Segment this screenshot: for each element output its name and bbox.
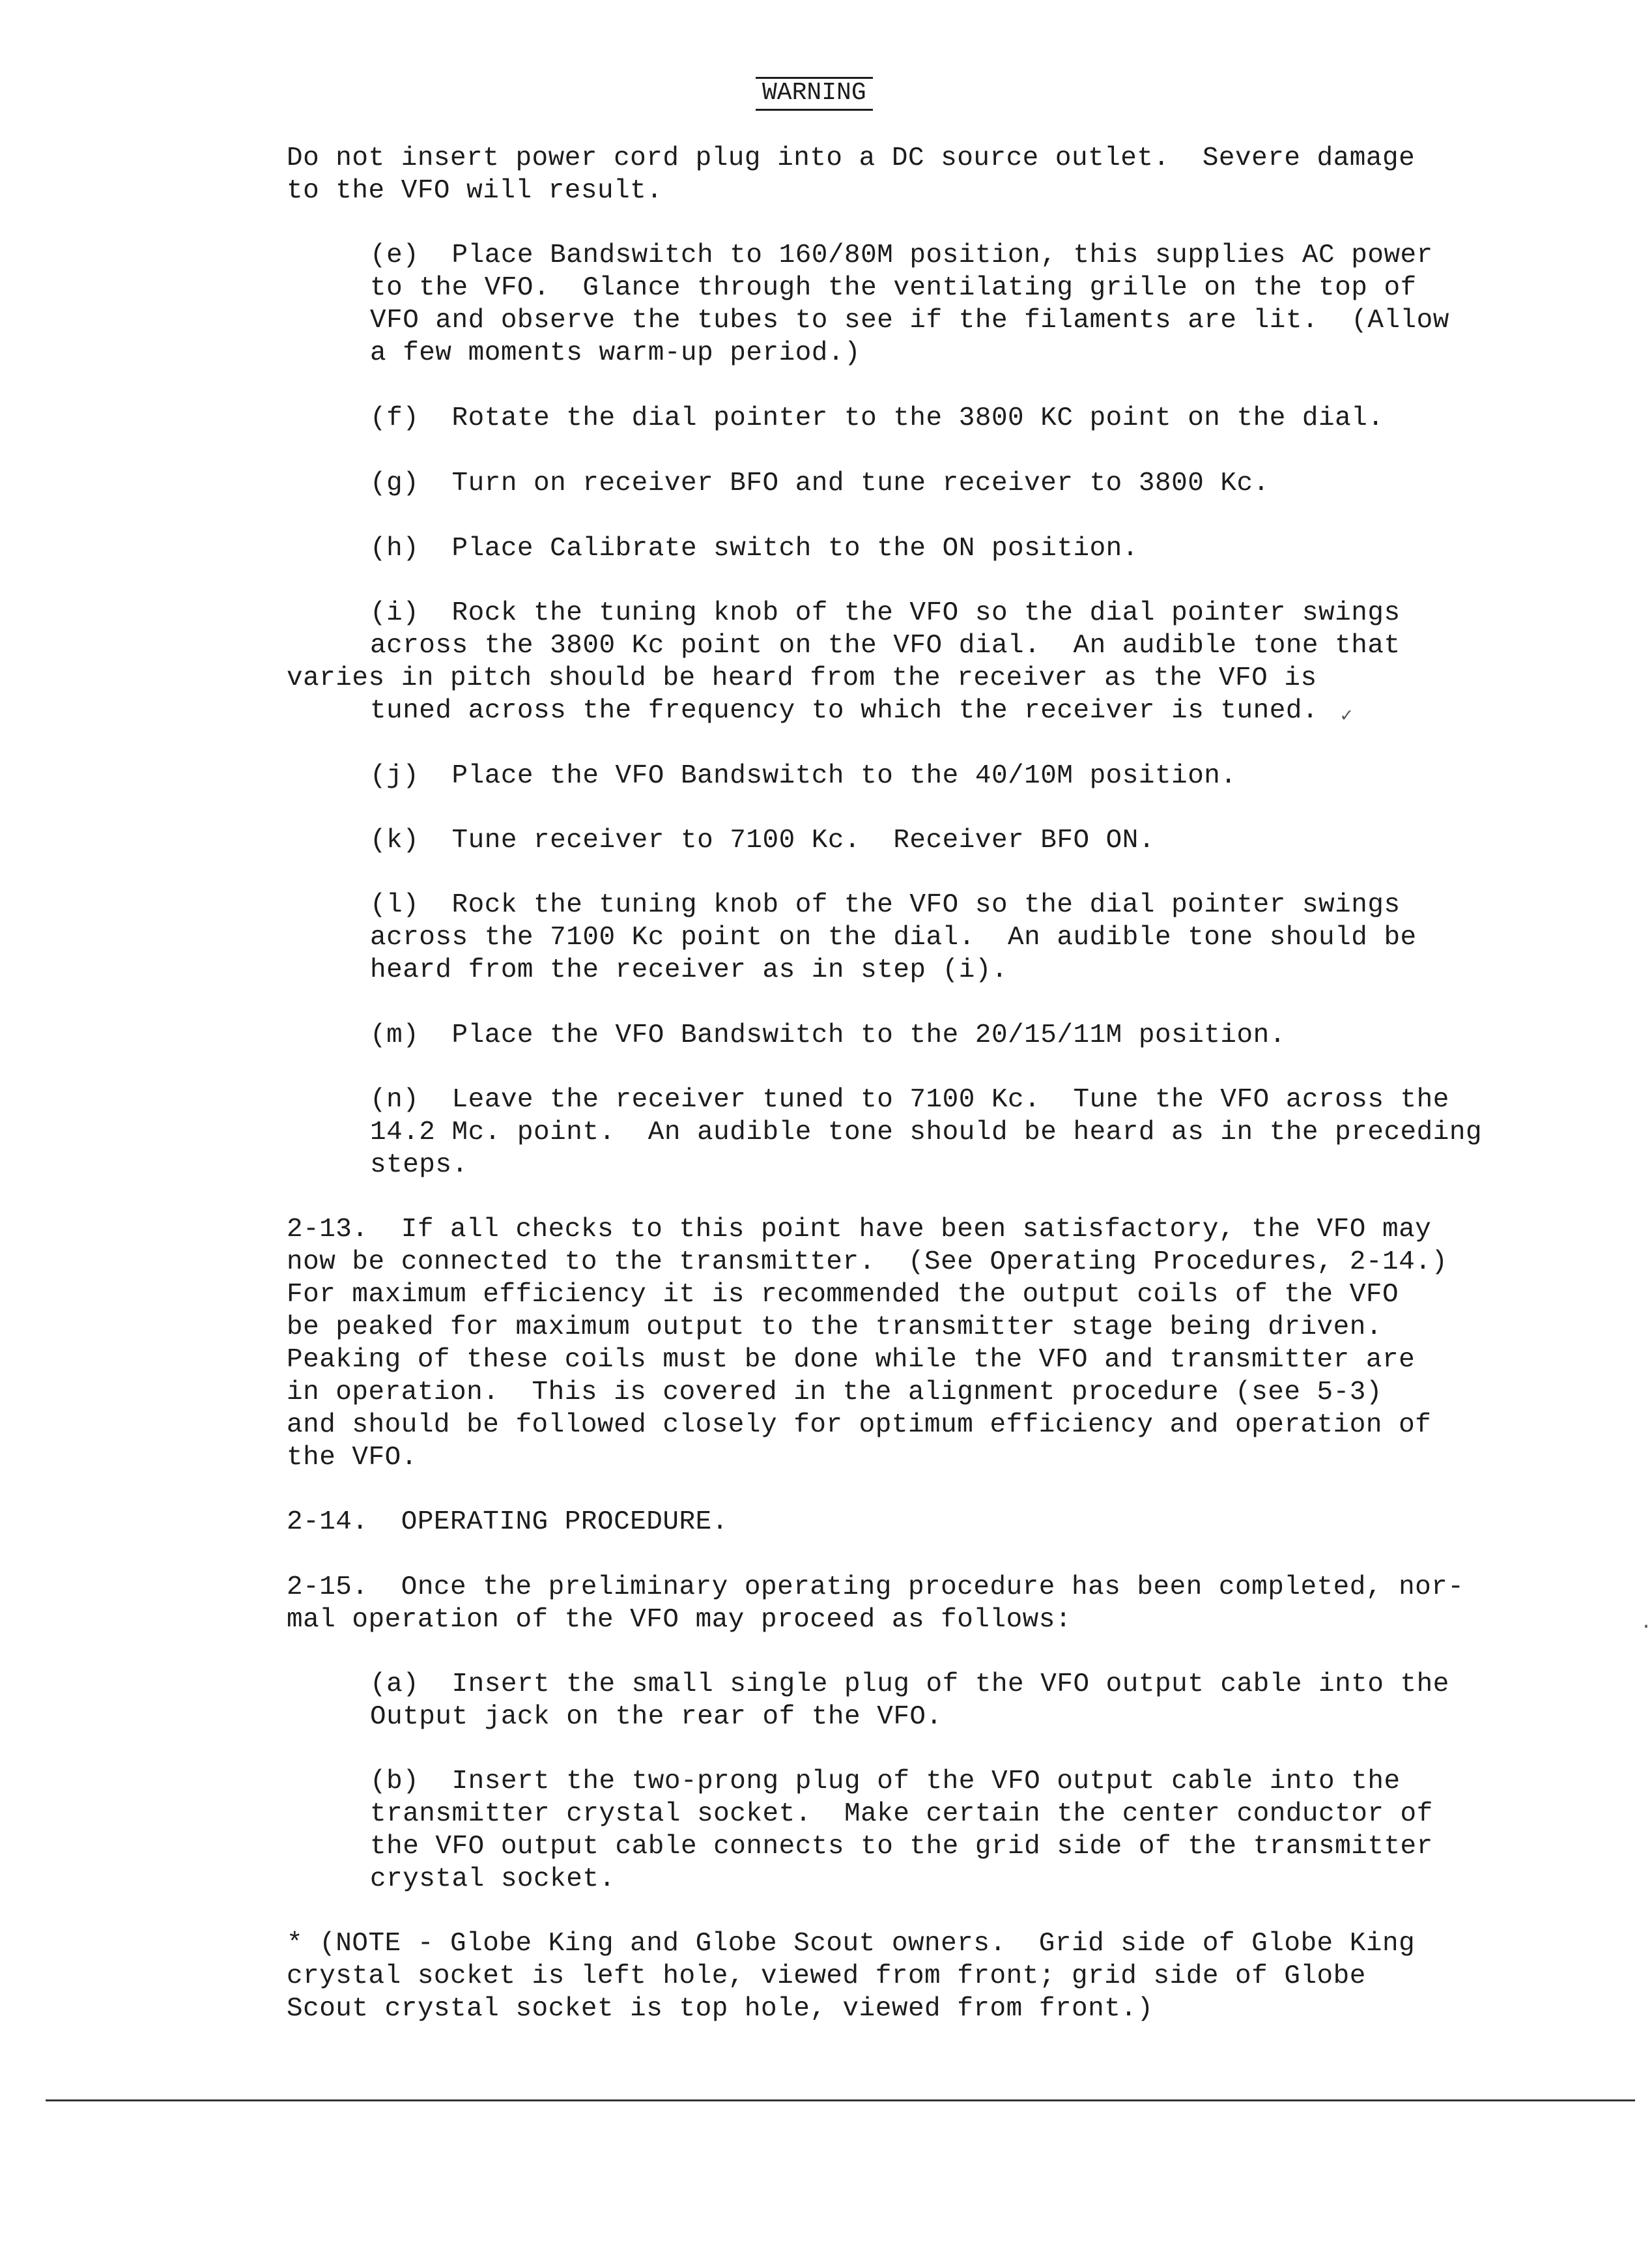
procedure-b-line: (b) Insert the two-prong plug of the VFO output cable into the: [370, 1766, 1401, 1796]
para-2-13-line: Peaking of these coils must be done while the VFO and transmitter are: [287, 1345, 1416, 1375]
section-heading-2-14: 2-14. OPERATING PROCEDURE.: [287, 1507, 728, 1537]
procedure-a-line: Output jack on the rear of the VFO.: [370, 1702, 943, 1732]
para-2-15-line: mal operation of the VFO may proceed as follows:: [287, 1605, 1072, 1635]
step-l-line: across the 7100 Kc point on the dial. An audible tone should be: [370, 923, 1417, 953]
step-g-line: (g) Turn on receiver BFO and tune receiver to 3800 Kc.: [370, 468, 1270, 498]
step-h-line: (h) Place Calibrate switch to the ON position.: [370, 534, 1139, 564]
step-e-line: to the VFO. Glance through the ventilating grille on the top of: [370, 273, 1417, 303]
para-2-13-line: now be connected to the transmitter. (See Operating Procedures, 2-14.): [287, 1247, 1448, 1277]
step-j-line: (j) Place the VFO Bandswitch to the 40/10M position.: [370, 761, 1237, 791]
note-line: crystal socket is left hole, viewed from front; grid side of Globe: [287, 1961, 1366, 1991]
step-f-line: (f) Rotate the dial pointer to the 3800 KC point on the dial.: [370, 403, 1384, 433]
step-i-line: varies in pitch should be heard from the receiver as the VFO is: [287, 663, 1317, 693]
scan-speck-icon: ·: [1640, 1616, 1652, 1638]
step-l-line: (l) Rock the tuning knob of the VFO so the dial pointer swings: [370, 890, 1401, 920]
para-2-13-line: For maximum efficiency it is recommended the output coils of the VFO: [287, 1280, 1399, 1310]
note-line: Scout crystal socket is top hole, viewed from front.): [287, 1994, 1154, 2024]
step-i-line: (i) Rock the tuning knob of the VFO so the dial pointer swings: [370, 598, 1401, 628]
checkmark-icon: ✓: [1341, 706, 1353, 728]
step-n-line: 14.2 Mc. point. An audible tone should be heard as in the preceding: [370, 1117, 1483, 1147]
procedure-a-line: (a) Insert the small single plug of the VFO output cable into the: [370, 1669, 1449, 1699]
step-n-line: steps.: [370, 1150, 468, 1180]
procedure-b-line: crystal socket.: [370, 1864, 616, 1894]
warning-text-line: Do not insert power cord plug into a DC source outlet. Severe damage: [287, 143, 1416, 173]
footer-rule: [46, 2099, 1635, 2101]
procedure-b-line: the VFO output cable connects to the grid side of the transmitter: [370, 1832, 1433, 1862]
warning-heading: WARNING: [756, 77, 873, 111]
step-e-line: (e) Place Bandswitch to 160/80M position, this supplies AC power: [370, 240, 1433, 270]
para-2-13-line: 2-13. If all checks to this point have been satisfactory, the VFO may: [287, 1215, 1432, 1245]
step-i-line: tuned across the frequency to which the receiver is tuned.: [370, 696, 1319, 726]
step-e-line: a few moments warm-up period.): [370, 338, 861, 368]
step-k-line: (k) Tune receiver to 7100 Kc. Receiver BFO ON.: [370, 826, 1155, 856]
step-n-line: (n) Leave the receiver tuned to 7100 Kc. Tune the VFO across the: [370, 1085, 1449, 1115]
procedure-b-line: transmitter crystal socket. Make certain the center conductor of: [370, 1799, 1433, 1829]
step-l-line: heard from the receiver as in step (i).: [370, 955, 1008, 985]
para-2-13-line: be peaked for maximum output to the transmitter stage being driven.: [287, 1312, 1382, 1342]
step-e-line: VFO and observe the tubes to see if the filaments are lit. (Allow: [370, 306, 1449, 336]
step-i-line: across the 3800 Kc point on the VFO dial. An audible tone that: [370, 631, 1401, 661]
note-line: * (NOTE - Globe King and Globe Scout owners. Grid side of Globe King: [287, 1929, 1416, 1959]
para-2-15-line: 2-15. Once the preliminary operating procedure has been completed, nor-: [287, 1572, 1464, 1602]
step-m-line: (m) Place the VFO Bandswitch to the 20/15/11M position.: [370, 1020, 1286, 1050]
para-2-13-line: and should be followed closely for optimum efficiency and operation of: [287, 1410, 1432, 1440]
para-2-13-line: in operation. This is covered in the alignment procedure (see 5-3): [287, 1377, 1382, 1407]
para-2-13-line: the VFO.: [287, 1443, 418, 1473]
warning-text-line: to the VFO will result.: [287, 176, 663, 206]
